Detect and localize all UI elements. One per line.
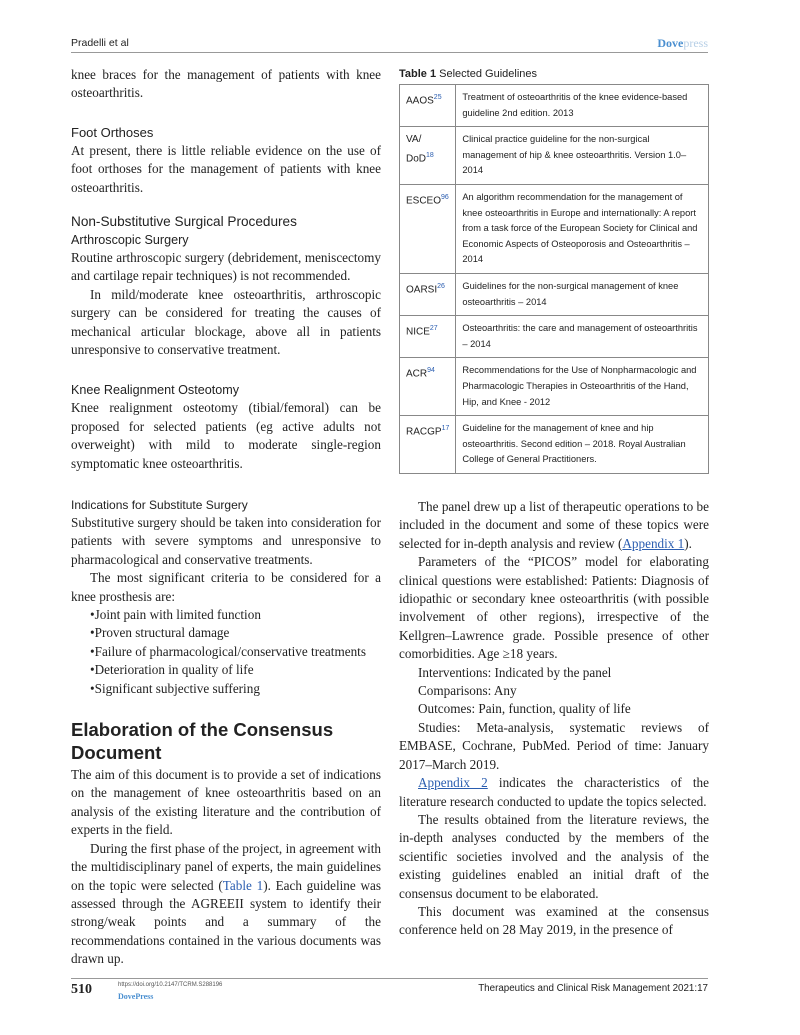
paragraph: During the first phase of the project, in agreement with the multidisciplinary panel of experts, the main guidelines on the topic were selected (Table 1). Each guideline was assessed through the AGREEII system to identify their strong/weak points and a summary of the recommendations contained in the various documents was drawn up. [71,840,381,967]
table-cell-org: ACR$^{94}$ [400,358,456,416]
paragraph: Knee realignment osteotomy (tibial/femoral) can be proposed for selected patients (eg active adults not overweight) with mild to moderate single-region symptomatic knee osteoarthritis. [71,400,381,471]
table-cell-org: ESCEO$^{96}$ [400,184,456,273]
citation-ref[interactable]: 17 [441,425,450,433]
list-item: •Joint pain with limited function [90,607,261,623]
paragraph: Routine arthroscopic surgery (debridement, meniscectomy and cartilage repair techniques) is not recommended. [71,250,381,284]
left-column-upper [71,66,381,473]
table-row [400,184,709,273]
running-header-author: Pradelli et al [71,37,129,49]
paragraph: knee braces for the management of patients with knee osteoarthritis. [71,67,381,101]
paragraph: Appendix 2 indicates the characteristics of the literature research conducted to update the topics selected. [399,775,710,809]
table-row [400,358,709,416]
paragraph: Comparisons: Any [418,683,517,699]
paragraph: The most significant criteria to be considered for a knee prosthesis are: [71,570,381,604]
right-column-lower [399,498,709,940]
publisher-logo[interactable]: Dovepress [657,36,708,50]
paragraph: At present, there is little reliable evidence on the use of foot orthoses for the management of patients with knee osteoarthritis. [71,142,381,195]
table-cell-org: OARSI$^{26}$ [400,273,456,315]
citation-ref[interactable]: 94 [427,367,435,375]
section-heading-foot-orthoses: Foot Orthoses [71,124,154,140]
table-cell-guideline: Osteoarthritis: the care and management of osteoarthritis – 2014 [456,316,709,358]
doi-link[interactable]: https://doi.org/10.2147/TCRM.S288196 [118,982,223,988]
list-item: •Proven structural damage [90,625,230,641]
section-heading-non-substitutive: Non-Substitutive Surgical Procedures [71,214,297,230]
criteria-list [71,606,381,698]
list-item: •Failure of pharmacological/conservative treatments [90,643,366,659]
table-cell-org: AAOS$^{25}$ [400,85,456,127]
table-cell-org: RACGP$^{17}$ [400,416,456,474]
section-heading-elaboration: Elaboration of the Consensus Document [71,719,334,764]
subsection-heading-substitute-surgery: Indications for Substitute Surgery [71,498,248,512]
citation-ref[interactable]: 96 [441,193,449,201]
list-item: •Significant subjective suffering [90,680,260,696]
table-row [400,416,709,474]
table-cell-org: VA/ DoD$^{18}$ [400,127,456,185]
paragraph: This document was examined at the consensus conference held on 28 May 2019, in the presence of [399,903,709,938]
paragraph: Substitutive surgery should be taken into consideration for patients with severe symptoms and unresponsive to pharmacological and conservative treatments. [71,515,381,567]
footer-rule [71,978,708,979]
header-rule [71,52,708,53]
table-cell-guideline: Guideline for the management of knee and hip osteoarthritis. Second edition – 2018. Royal Australian College of General Practitioners. [456,416,709,474]
paragraph: Interventions: Indicated by the panel [418,664,612,680]
table-cell-guideline: Recommendations for the Use of Nonpharmacologic and Pharmacologic Therapies in Osteoarthritis of the Hand, Hip, and Knee - 2012 [456,358,709,416]
citation-ref[interactable]: 26 [437,282,445,290]
paragraph: In mild/moderate knee osteoarthritis, arthroscopic surgery can be considered for treating the causes of mechanical articular blockage, above all in patients unresponsive to conservative treatment. [71,286,381,358]
table-row [400,316,709,358]
footer-brand[interactable]: DovePress [118,992,154,1001]
appendix-2-link[interactable]: Appendix 2 [418,775,488,791]
subsection-heading-knee-realignment: Knee Realignment Osteotomy [71,383,240,398]
table-cell-org: NICE$^{27}$ [400,316,456,358]
table-row [400,127,709,185]
table-link[interactable]: Table 1 [222,877,264,893]
table-row [400,85,709,127]
paragraph: Studies: Meta-analysis, systematic reviews of EMBASE, Cochrane, PubMed. Period of time: January 2017–March 2019. [399,719,709,772]
table-caption: Table 1 Selected Guidelines [399,68,537,80]
journal-citation: Therapeutics and Clinical Risk Management 2021:17 [478,983,708,994]
left-column-lower [71,496,381,969]
table-cell-guideline: Guidelines for the non-surgical management of knee osteoarthritis – 2014 [456,273,709,315]
paragraph: The results obtained from the literature reviews, the in-depth analyses conducted by the members of the scientific societies involved and the analysis of the existing guidelines enabled an initial draft of the consensus document to be elaborated. [399,811,709,901]
subsection-heading-arthroscopic: Arthroscopic Surgery [71,233,189,248]
citation-ref[interactable]: 18 [426,151,434,159]
list-item: •Deterioration in quality of life [90,662,254,678]
citation-ref[interactable]: 27 [429,325,438,333]
table-cell-guideline: Clinical practice guideline for the non-surgical management of hip & knee osteoarthritis. Version 1.0–2014 [456,127,709,185]
appendix-1-link[interactable]: Appendix 1 [622,535,685,551]
table-cell-guideline: An algorithm recommendation for the management of knee osteoarthritis in Europe and internationally: A report from a task force of the European Society for Clinical and Economic Aspects of Osteoporosis and Osteoarthritis – 2014 [456,184,709,273]
paragraph: The aim of this document is to provide a set of indications on the management of knee osteoarthritis based on an analysis of the existing literature and the contribution of experts in the field. [71,767,381,838]
paragraph: Parameters of the “PICOS” model for elaborating clinical questions were established: Patients: Diagnosis of idiopathic or secondary knee osteoarthritis (with possible involvement of other regions), irrespective of the Kellgren–Lawrence grade. Possible presence of other comorbidities. Age ≥18 years. [399,554,709,662]
citation-ref[interactable]: 25 [433,94,442,101]
page-number: 510 [71,982,92,997]
paragraph: The panel drew up a list of therapeutic operations to be included in the document and some of these topics were selected for in-depth analysis and review (Appendix 1). [399,499,709,551]
guidelines-table [399,84,709,474]
table-cell-guideline: Treatment of osteoarthritis of the knee evidence-based guideline 2nd edition. 2013 [456,85,709,127]
paragraph: Outcomes: Pain, function, quality of life [418,701,631,717]
table-row [400,273,709,315]
